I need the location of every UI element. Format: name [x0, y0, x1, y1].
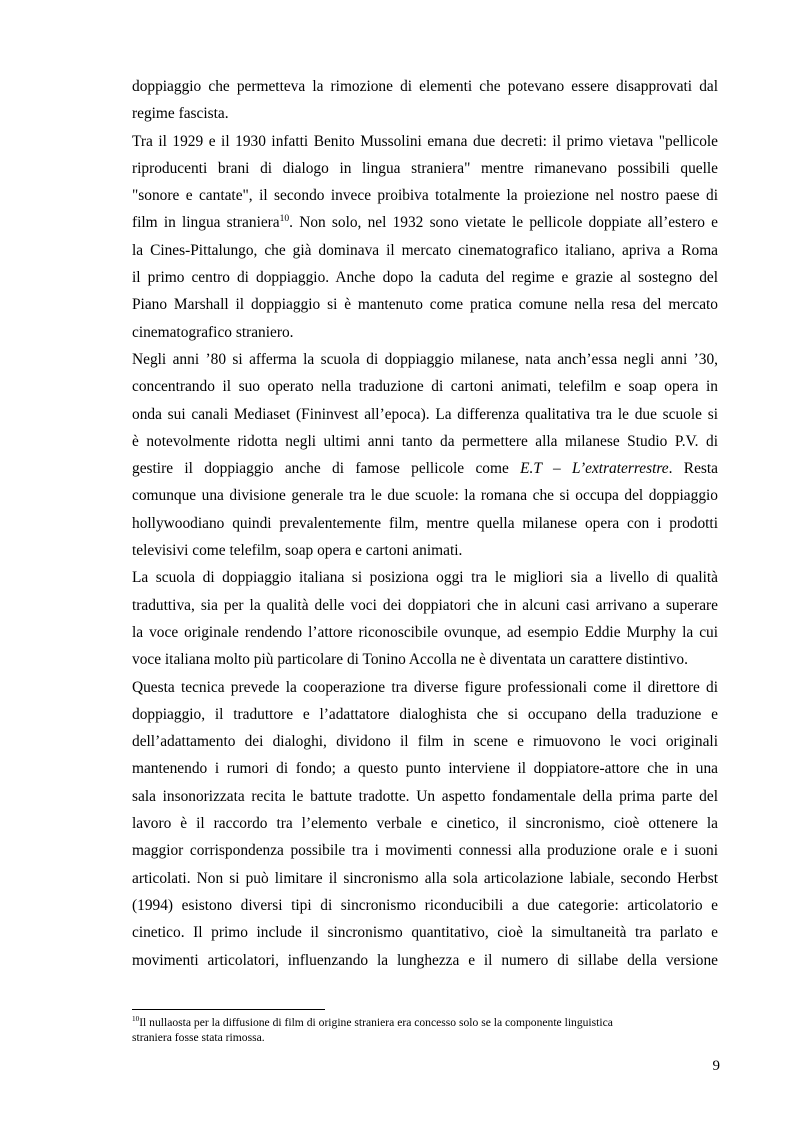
- text-line: [132, 291, 718, 318]
- footnote-marker: 10: [132, 1015, 140, 1024]
- footnote: [132, 1015, 718, 1045]
- text-line: [132, 73, 718, 100]
- text-line: [132, 701, 718, 728]
- text-segment: maggior corrispondenza possibile tra i movimenti connessi alla produzione orale e i suoni: [132, 842, 718, 860]
- text-line: [132, 428, 718, 455]
- text-line: [132, 810, 718, 837]
- text-segment: la voce originale rendendo l’attore riconoscibile ovunque, ad esempio Eddie Murphy la cui: [132, 623, 718, 641]
- text-line: [132, 182, 718, 209]
- text-line: [132, 564, 718, 591]
- text-line: [132, 892, 718, 919]
- text-line: [132, 537, 718, 564]
- text-line: [132, 264, 718, 291]
- film-title: E.T – L’extraterrestre: [520, 460, 669, 478]
- text-segment: hollywoodiano quindi prevalentemente film, mentre quella milanese opera con i prodotti: [132, 514, 718, 532]
- text-line: [132, 728, 718, 755]
- text-segment: concentrando il suo operato nella traduzione di cartoni animati, telefilm e soap opera in: [132, 378, 718, 396]
- text-line: [132, 319, 718, 346]
- text-line: [132, 455, 718, 482]
- footnote-line: [132, 1015, 718, 1030]
- text-line: [132, 510, 718, 537]
- text-line: [132, 619, 718, 646]
- text-segment: televisivi come telefilm, soap opera e cartoni animati.: [132, 542, 463, 560]
- text-segment: dell’adattamento dei dialoghi, dividono il film in scene e rimuovono le voci originali: [132, 733, 718, 751]
- text-segment: gestire il doppiaggio anche di famose pellicole come: [132, 460, 521, 478]
- text-segment: mantenendo i rumori di fondo; a questo punto interviene il doppiatore-attore che in una: [132, 760, 718, 778]
- text-segment: voce italiana molto più particolare di Tonino Accolla ne è diventata un carattere distintivo.: [132, 651, 688, 669]
- text-line: [132, 674, 718, 701]
- text-segment: regime fascista.: [132, 105, 229, 123]
- text-segment: film in lingua straniera: [132, 214, 280, 232]
- text-segment: . Non solo, nel 1932 sono vietate le pellicole doppiate all’estero e: [289, 214, 718, 232]
- text-line: [132, 755, 718, 782]
- text-segment: il primo centro di doppiaggio. Anche dopo la caduta del regime e grazie al sostegno del: [132, 269, 718, 287]
- text-segment: doppiaggio, il traduttore e l’adattatore dialoghista che si occupano della traduzione e: [132, 705, 718, 723]
- text-segment: (1994) esistono diversi tipi di sincronismo riconducibili a due categorie: articolatorio e: [132, 896, 718, 914]
- text-line: [132, 237, 718, 264]
- footnote-separator: [132, 1009, 325, 1010]
- text-segment: movimenti articolatori, influenzando la lunghezza e il numero di sillabe della versione: [132, 951, 718, 969]
- text-segment: La scuola di doppiaggio italiana si posiziona oggi tra le migliori sia a livello di qualità: [132, 569, 718, 587]
- text-segment: Negli anni ’80 si afferma la scuola di doppiaggio milanese, nata anch’essa negli anni ’30,: [132, 350, 718, 368]
- text-segment: la Cines-Pittalungo, che già dominava il mercato cinematografico italiano, apriva a Roma: [132, 241, 718, 259]
- text-segment: Questa tecnica prevede la cooperazione tra diverse figure professionali come il direttore di: [132, 678, 718, 696]
- text-segment: è notevolmente ridotta negli ultimi anni tanto da permettere alla milanese Studio P.V. di: [132, 432, 718, 450]
- text-segment: comunque una divisione generale tra le due scuole: la romana che si occupa del doppiaggio: [132, 487, 718, 505]
- text-segment: sala insonorizzata recita le battute tradotte. Un aspetto fondamentale della prima parte del: [132, 787, 718, 805]
- footnote-line: [132, 1030, 718, 1045]
- text-line: [132, 373, 718, 400]
- footnote-text: straniera fosse stata rimossa.: [132, 1031, 265, 1044]
- text-line: [132, 401, 718, 428]
- text-line: [132, 100, 718, 127]
- footnote-text: Il nullaosta per la diffusione di film di origine straniera era concesso solo se la componente linguistica: [139, 1016, 613, 1029]
- text-line: [132, 783, 718, 810]
- text-segment: onda sui canali Mediaset (Fininvest all’epoca). La differenza qualitativa tra le due scuole si: [132, 405, 718, 423]
- text-line: [132, 482, 718, 509]
- text-segment: lavoro è il raccordo tra l’elemento verbale e cinetico, il sincronismo, cioè ottenere la: [132, 815, 718, 833]
- text-line: [132, 209, 718, 236]
- footnote-reference: 10: [279, 213, 290, 225]
- text-line: [132, 155, 718, 182]
- body-text: [132, 73, 718, 974]
- text-segment: articolati. Non si può limitare il sincronismo alla sola articolazione labiale, secondo Herbst: [132, 869, 718, 887]
- text-segment: cinematografico straniero.: [132, 323, 294, 341]
- text-segment: doppiaggio che permetteva la rimozione di elementi che potevano essere disapprovati dal: [132, 78, 718, 95]
- text-line: [132, 592, 718, 619]
- text-line: [132, 646, 718, 673]
- text-segment: riproducenti brani di dialogo in lingua straniera" mentre rimanevano possibili quelle: [132, 159, 718, 177]
- text-segment: Piano Marshall il doppiaggio si è mantenuto come pratica comune nella resa del mercato: [132, 296, 718, 314]
- text-segment: "sonore e cantate", il secondo invece proibiva totalmente la proiezione nel nostro paese di: [132, 187, 718, 205]
- text-line: [132, 865, 718, 892]
- text-line: [132, 837, 718, 864]
- text-line: [132, 947, 718, 974]
- page-number: 9: [712, 1058, 720, 1074]
- text-segment: traduttiva, sia per la qualità delle voci dei doppiatori che in alcuni casi arrivano a superare: [132, 596, 718, 614]
- text-segment: cinetico. Il primo include il sincronismo quantitativo, cioè la simultaneità tra parlato e: [132, 924, 718, 942]
- text-line: [132, 346, 718, 373]
- text-line: [132, 919, 718, 946]
- text-segment: Tra il 1929 e il 1930 infatti Benito Mussolini emana due decreti: il primo vietava "pellicole: [132, 132, 718, 150]
- text-segment: . Resta: [668, 460, 718, 478]
- text-line: [132, 128, 718, 155]
